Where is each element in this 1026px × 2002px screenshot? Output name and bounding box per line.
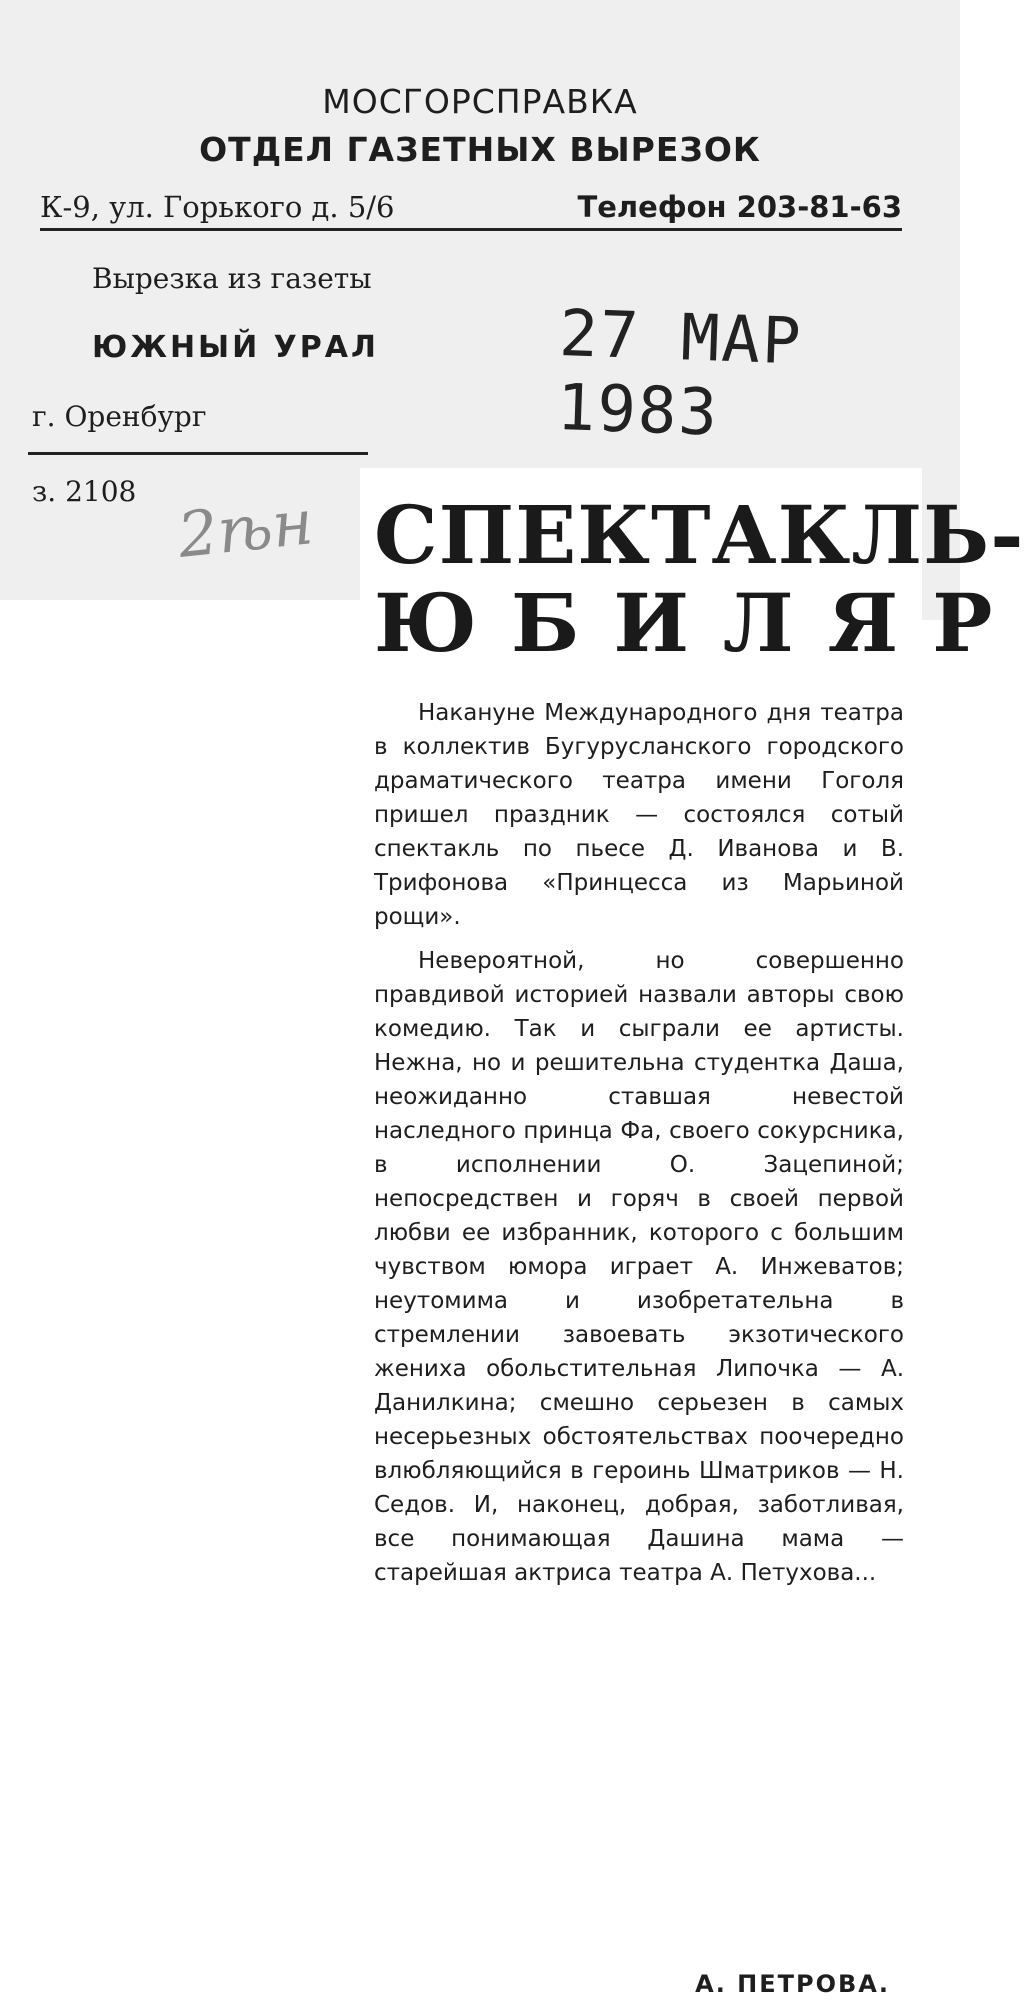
headline-line-1: СПЕКТАКЛЬ- xyxy=(374,488,1025,582)
order-number: з. 2108 xyxy=(32,475,137,508)
date-stamp: 27 МАР 1983 xyxy=(555,297,804,451)
newspaper-name: ЮЖНЫЙ УРАЛ xyxy=(92,330,379,365)
department-title: ОТДЕЛ ГАЗЕТНЫХ ВЫРЕЗОК xyxy=(199,130,761,169)
author-byline: А. ПЕТРОВА. xyxy=(695,1970,890,1998)
address-row xyxy=(40,168,902,231)
address: К-9, ул. Горького д. 5/6 xyxy=(40,190,395,224)
headline-line-2: ЮБИЛЯР xyxy=(374,576,1026,670)
pencil-note: 2ѣн xyxy=(174,485,317,572)
bureau-name: МОСГОРСПРАВКА xyxy=(322,82,638,121)
paragraph: Невероятной, но совершенно правдивой историей назвали авторы свою комедию. Так и сыграли ее артисты. Нежна, но и решительна студентка Даша, неожиданно ставшая невестой наследного принца Фа, своего сокурсника, в исполнении О. Зацепиной; непосредствен и горяч в своей первой любви ее избранник, которого с большим чувством юмора играет А. Инжеватов; неутомима и изобретательна в стремлении завоевать экзотического жениха обольстительная Липочка — А. Данилкина; смешно серьезен в самых несерьезных обстоятельствах поочередно влюбляющийся в героинь Шматриков — Н. Седов. И, наконец, добрая, заботливая, все понимающая Дашина мама — старейшая актриса театра А. Петухова... xyxy=(374,948,904,1586)
cutting-label: Вырезка из газеты xyxy=(92,262,372,295)
article-clipping xyxy=(360,468,1026,2002)
city-name: г. Оренбург xyxy=(32,400,207,433)
phone-number: Телефон 203-81-63 xyxy=(577,190,902,224)
paragraph: Накануне Международного дня театра в коллектив Бугурусланского городского драматического театра имени Гоголя пришел праздник — состоялся сотый спектакль по пьесе Д. Иванова и В. Трифонова «Принцесса из Марьиной рощи». xyxy=(374,700,904,930)
article-body xyxy=(374,696,904,1600)
blank-margin xyxy=(0,600,360,2002)
divider xyxy=(28,452,368,455)
